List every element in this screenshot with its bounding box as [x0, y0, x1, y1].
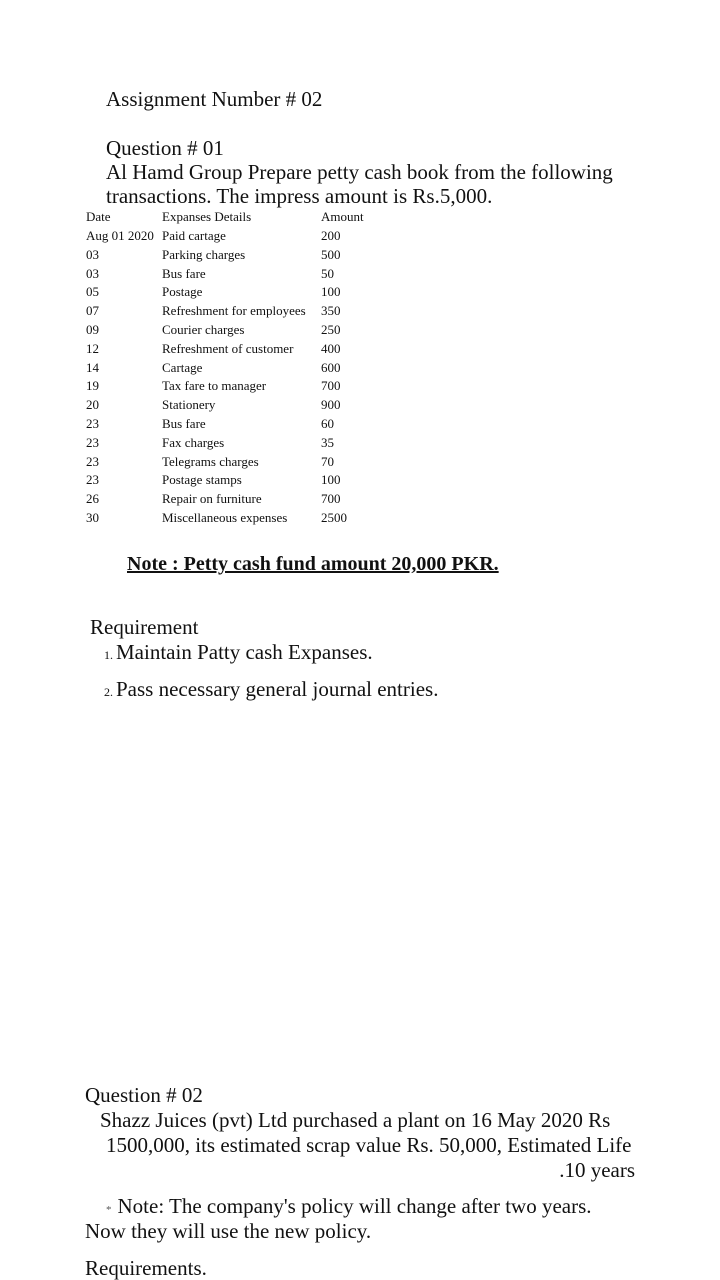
table-cell-details: Bus fare: [162, 266, 206, 281]
bullet-icon: *: [106, 1204, 112, 1216]
table-cell-date: 20: [86, 397, 99, 412]
table-cell-amount: 60: [321, 416, 334, 431]
table-cell-date: 09: [86, 322, 99, 337]
table-cell-date: 07: [86, 303, 99, 318]
table-cell-details: Cartage: [162, 360, 203, 375]
table-cell-date: 03: [86, 266, 99, 281]
table-cell-details: Refreshment for employees: [162, 303, 306, 318]
table-cell-details: Stationery: [162, 397, 216, 412]
table-cell-details: Miscellaneous expenses: [162, 510, 288, 525]
table-cell-amount: 700: [321, 378, 341, 393]
table-cell-date: 26: [86, 491, 99, 506]
assignment-title: Assignment Number # 02: [106, 87, 323, 111]
question-2-note-line-2: Now they will use the new policy.: [85, 1219, 372, 1243]
table-cell-amount: 200: [321, 228, 341, 243]
table-cell-amount: 500: [321, 247, 341, 262]
table-cell-details: Tax fare to manager: [162, 378, 267, 393]
question-1-line-1: Al Hamd Group Prepare petty cash book from the following: [106, 160, 613, 184]
table-cell-amount: 2500: [321, 510, 347, 525]
table-cell-details: Courier charges: [162, 322, 245, 337]
table-cell-amount: 600: [321, 360, 341, 375]
requirement-item-1-text: Maintain Patty cash Expanses.: [116, 640, 373, 664]
header-date: Date: [86, 209, 111, 224]
table-cell-date: 23: [86, 472, 99, 487]
requirement-item-2: [104, 677, 438, 704]
table-cell-amount: 900: [321, 397, 341, 412]
table-cell-date: 12: [86, 341, 99, 356]
question-2-heading: Question # 02: [85, 1083, 203, 1107]
table-cell-details: Bus fare: [162, 416, 206, 431]
table-cell-details: Paid cartage: [162, 228, 226, 243]
table-cell-amount: 35: [321, 435, 334, 450]
table-cell-amount: 350: [321, 303, 341, 318]
table-cell-date: 30: [86, 510, 99, 525]
requirement-item-1-number: 1.: [104, 648, 113, 662]
table-cell-date: 19: [86, 378, 99, 393]
table-cell-amount: 700: [321, 491, 341, 506]
question-1-heading: Question # 01: [106, 136, 224, 160]
question-2-note-line-1: [106, 1194, 592, 1222]
petty-cash-note: Note : Petty cash fund amount 20,000 PKR.: [127, 553, 499, 575]
table-cell-date: 05: [86, 284, 99, 299]
requirement-item-2-text: Pass necessary general journal entries.: [116, 677, 439, 701]
table-cell-date: Aug 01 2020: [86, 228, 154, 243]
table-cell-date: 23: [86, 416, 99, 431]
table-cell-date: 23: [86, 435, 99, 450]
table-cell-date: 03: [86, 247, 99, 262]
table-cell-details: Fax charges: [162, 435, 225, 450]
table-cell-details: Postage stamps: [162, 472, 242, 487]
question-2-line-3: .10 years: [559, 1158, 635, 1182]
requirements-heading: Requirements.: [85, 1256, 207, 1280]
question-2-line-1: Shazz Juices (pvt) Ltd purchased a plant on 16 May 2020 Rs: [100, 1108, 611, 1132]
table-cell-amount: 100: [321, 284, 341, 299]
requirement-heading: Requirement: [90, 615, 199, 639]
table-cell-details: Repair on furniture: [162, 491, 262, 506]
requirement-item-2-number: 2.: [104, 685, 113, 699]
table-cell-amount: 400: [321, 341, 341, 356]
question-2-note-text: Note: The company's policy will change after two years.: [117, 1194, 592, 1218]
table-cell-amount: 100: [321, 472, 341, 487]
requirement-item-1: [104, 640, 373, 667]
table-cell-date: 23: [86, 454, 99, 469]
transactions-table: [0, 0, 720, 540]
table-cell-details: Parking charges: [162, 247, 246, 262]
table-cell-details: Postage: [162, 284, 203, 299]
header-details: Expanses Details: [162, 209, 252, 224]
table-cell-amount: 70: [321, 454, 334, 469]
question-1-line-2: transactions. The impress amount is Rs.5,000.: [106, 184, 493, 208]
table-cell-details: Refreshment of customer: [162, 341, 294, 356]
table-cell-amount: 250: [321, 322, 341, 337]
question-2-line-2: 1500,000, its estimated scrap value Rs. 50,000, Estimated Life: [106, 1133, 632, 1157]
table-cell-amount: 50: [321, 266, 334, 281]
table-cell-details: Telegrams charges: [162, 454, 259, 469]
table-cell-date: 14: [86, 360, 99, 375]
header-amount: Amount: [321, 209, 364, 224]
